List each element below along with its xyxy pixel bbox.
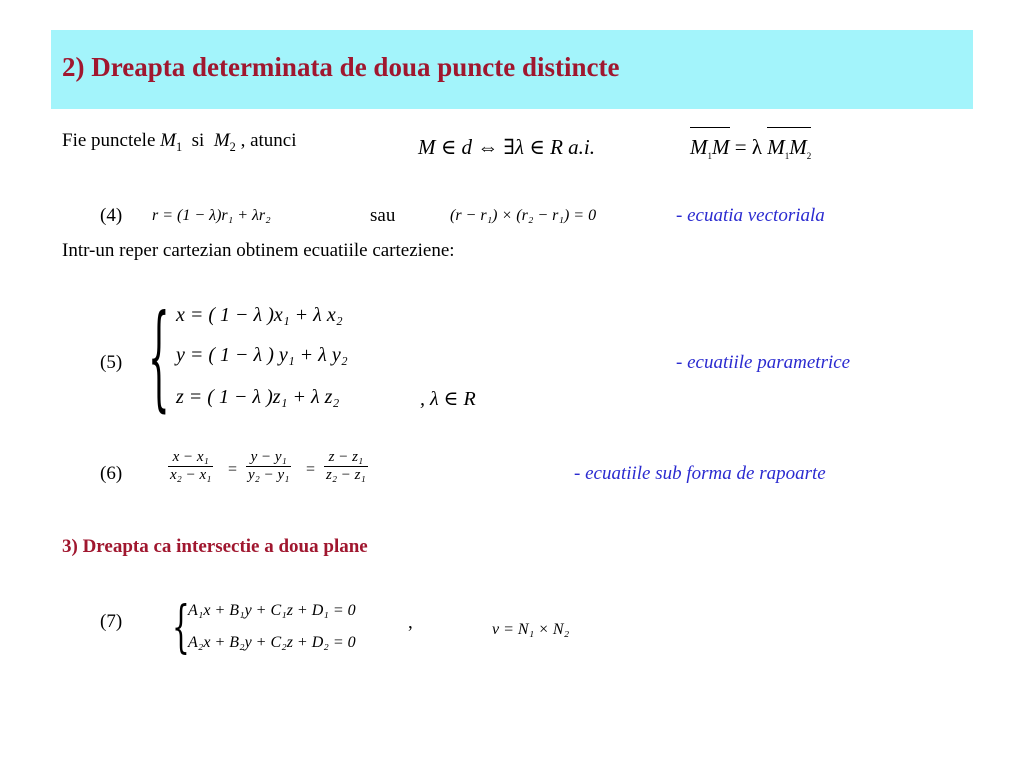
vector-m1m: $M_1M$ <box>690 135 730 161</box>
eq5-line-z: z = ( 1 − λ )z₁ + λ z₂ <box>176 386 340 408</box>
eq7-director-vector: v = N₁ × N₂ <box>492 621 570 638</box>
point-m2: $M_2$ <box>213 130 236 154</box>
fie-punctele-text: Fie punctele <box>62 130 156 151</box>
eq7-brace: { <box>172 594 190 660</box>
condition-formula: M ∈ d ⇔ ∃λ ∈ R a.i. <box>418 135 595 159</box>
page-title: 2) Dreapta determinata de doua puncte distincte <box>62 52 620 82</box>
eq5-label: (5) <box>100 352 123 373</box>
section3-title: 3) Dreapta ca intersectie a doua plane <box>62 536 368 557</box>
eq4-label: (4) <box>100 205 123 226</box>
eq4-formula: r = (1 − λ)r₁ + λr₂ <box>152 207 271 224</box>
cartesian-intro: Intr-un reper cartezian obtinem ecuatiile carteziene: <box>62 240 455 261</box>
eq5-tail: , λ ∈ R <box>420 388 476 410</box>
eq6-equals-2: = <box>306 461 316 478</box>
eq6-equals-1: = <box>228 461 238 478</box>
eq4-description: - ecuatia vectoriala <box>676 205 825 226</box>
vector-m1m2: $M_1M_2$ <box>767 135 811 161</box>
eq4-alt-formula: (r − r₁) × (r₂ − r₁) = 0 <box>450 207 597 224</box>
equals-lambda: = λ <box>734 135 763 159</box>
point-m1: $M_1$ <box>160 130 183 154</box>
eq6-fraction-x: $\frac{\text{x − x₁}}{\text{x₂ − x₁}}$ <box>170 449 212 483</box>
si-text: si <box>191 130 205 151</box>
eq7-label: (7) <box>100 611 123 632</box>
eq5-description: - ecuatiile parametrice <box>676 352 851 373</box>
eq5-line-y: y = ( 1 − λ ) y₁ + λ y₂ <box>176 344 348 366</box>
eq7-line-1: A₁x + B₁y + C₁z + D₁ = 0 <box>188 602 356 619</box>
eq5-brace: { <box>148 292 170 426</box>
vector-relation <box>690 135 811 161</box>
eq7-comma: , <box>408 612 413 633</box>
eq5-line-x: x = ( 1 − λ )x₁ + λ x₂ <box>176 304 343 326</box>
eq6-label: (6) <box>100 463 123 484</box>
atunci-text: , atunci <box>240 130 297 151</box>
intro-text <box>62 130 297 155</box>
eq4-sau: sau <box>370 205 396 226</box>
eq6-fraction-z: $\frac{\text{z − z₁}}{\text{z₂ − z₁}}$ <box>326 449 366 483</box>
eq6-description: - ecuatiile sub forma de rapoarte <box>574 463 826 484</box>
eq6-fraction-y: $\frac{\text{y − y₁}}{\text{y₂ − y₁}}$ <box>248 449 290 483</box>
eq7-line-2: A₂x + B₂y + C₂z + D₂ = 0 <box>188 634 356 651</box>
